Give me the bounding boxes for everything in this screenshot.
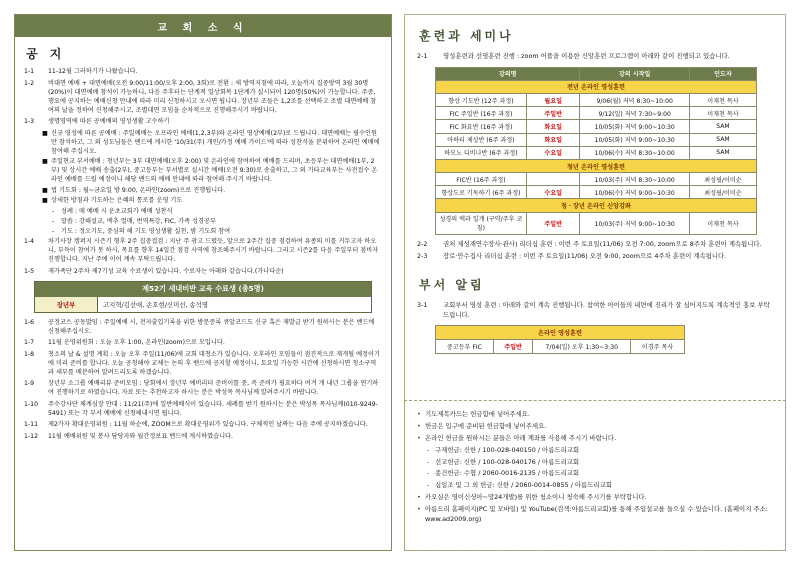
offering-notes-box (404, 400, 786, 551)
notice-section-title: 공 지 (26, 47, 66, 61)
notice-item (24, 68, 382, 77)
notice-text: 11월 운영위원회 : 오늘 오후 1:00, 온라인(zoom)으로 모입니다. (48, 339, 225, 347)
notice-text: 비대면 예배 + 대면예배(오전 9:00/11:00/오후 2:00, 3회)로 전환 : 새 방역지침에 따라, 오늘까지 집중방역 3월 30명(20%)이 대면예배 참석이 가능하니, 다음 주후터는 단계적 일상회복 1단계가 실시되어 120명(50%)이 가능합니다. 주중, 행요에 공지하는 예배신청 안내에 따라 미리 신청하시고 오시면 됩니다. 장년부 조들은 1,2조를 선택하고 조별 대면예배 참여의 날을 정하여 신청해주시고, 조별대면 모임을 순차적으로 진행해주시기 바랍니다. (48, 79, 377, 114)
department-schedule-table (435, 325, 685, 354)
training-number: 2-3 (417, 252, 428, 261)
table-row (436, 120, 757, 133)
course-name: 향상도로 기독하기 (6주 과정) (436, 186, 527, 199)
notice-number: 1-2 (24, 79, 35, 87)
training-intro-text: 영성훈련과 선영훈련 진행 : zoom 어플을 이용한 신앙훈련 프로그램이 아래와 같이 진행되고 있습니다. (443, 52, 730, 60)
notice-text: 11-12월 그러하기가 나왔습니다. (48, 68, 138, 75)
table-row (436, 212, 757, 234)
notice-item (24, 380, 382, 398)
notice-text: 주수강사단 체계심장 안대 : 11/21(주)에 일반예배식이 있습니다. 세례를 받기 원하시는 분은 박성목 목사님께(010-9249-5491) 또는 각 부서 예배에 신청해내시면 됩니다. (48, 400, 378, 417)
col-header-start: 강의 시작일 (580, 67, 689, 80)
table-season-row (436, 159, 757, 172)
col-header-course: 강의명 (436, 67, 580, 80)
course-leader: SAM (689, 120, 756, 133)
table-row (35, 297, 371, 312)
notice-number: 1-12 (24, 433, 39, 440)
note-subitem (427, 468, 773, 478)
course-start: 10/03(주) 저녁 8:30~10:00 (580, 173, 689, 186)
season-label-lecture: 청ㆍ장년 온라인 신앙강좌 (436, 199, 757, 212)
dash-icon: - (427, 469, 430, 478)
table-row (436, 133, 757, 146)
course-name: 하모노 디비나반 (6주 과정) (436, 146, 527, 159)
season-label-youth: 청년 온라인 영성훈련 (436, 159, 757, 172)
note-text: 아름드리 홈페이지(PC 및 모바일) 및 YouTube(검색:아름드리교회)를 통해 주일설교를 들으실 수 있습니다. (홈페이지 주소: www.ad2009.org) (425, 505, 768, 524)
table-row (436, 186, 757, 199)
table-header-row (436, 326, 685, 340)
note-text: 십일조 및 그 외 헌금: 신한 / 2060-0014-0855 / 아름드리교회 (435, 481, 612, 490)
notice-number: 1-5 (24, 267, 35, 275)
notice-number: 1-9 (24, 380, 35, 388)
notice-item (24, 421, 382, 430)
bullet-icon: • (417, 433, 421, 442)
square-bullet-icon: ■ (42, 129, 48, 137)
dash-bullet-icon: - (52, 227, 55, 235)
dept-course-day: 주일반 (493, 340, 533, 354)
note-subitem (427, 480, 773, 490)
notice-text: 공정코스 공동발임 : 주일예배 시, 전자출입기록을 위한 방문증록 큐알코드도 신규 혹은 재발급 받기 원하시는 분은 밴드에 신청해주십시오. (48, 318, 375, 335)
course-day: 월요일 (526, 93, 580, 106)
note-text: 종건헌금: 수협 / 2060-0016-2135 / 아름드리교회 (435, 469, 580, 478)
table-row (436, 107, 757, 120)
course-name: 아하티 제상반 (6주 과정) (436, 133, 527, 146)
training-item (417, 240, 773, 250)
course-start: 9/12(일) 저녁 7:30~9:00 (580, 107, 689, 120)
department-section-title: 부서 알림 (419, 278, 485, 293)
notice-number: 1-6 (24, 318, 35, 326)
square-bullet-icon: ■ (42, 186, 48, 194)
season-label-adult: 전년 온라인 영성훈련 (436, 80, 757, 93)
note-subitem (427, 457, 773, 467)
course-day: 주일반 (526, 212, 580, 234)
notice-item (24, 351, 382, 378)
notice-bullet (42, 158, 382, 185)
training-number: 2-2 (417, 239, 428, 248)
graduates-names: 고지혁/김선애, 손호현/신미선, 송석명 (98, 297, 371, 312)
note-item (417, 492, 773, 502)
course-name: FIC반 (16주 과정) (436, 173, 527, 186)
notice-text: 상세한 방침과 기도하는 은혜의 통로를 운영 기도 (51, 197, 183, 205)
note-item (417, 409, 773, 419)
dept-course-start: 7/04(일) 오후 1:30~3:30 (533, 340, 631, 354)
notice-number: 1-11 (24, 421, 39, 429)
notice-bullet (42, 130, 382, 157)
training-intro-number: 2-1 (417, 52, 428, 60)
course-day: 화요일 (526, 133, 580, 146)
course-name: FIC 화요반 (16주 과정) (436, 120, 527, 133)
notice-bullet (42, 197, 382, 206)
left-banner-title: 교 회 소 식 (15, 15, 391, 37)
course-day: 수요일 (526, 186, 580, 199)
course-leader: SAM (689, 133, 756, 146)
left-panel (14, 14, 392, 551)
note-text: 카오실은 영이신셩아~망24개발)를 위한 청소이니 청숙해 주시기를 부탁합니다. (425, 493, 647, 502)
notice-text: 성례 : 매 예배 시 운초교회가 예배 성찬식 (61, 207, 173, 215)
notice-number: 1-4 (24, 238, 35, 246)
course-start: 10/03(주) 저녁 9:00~10:30 (580, 212, 689, 234)
course-start: 10/06(수) 저녁 9:00~10:30 (580, 186, 689, 199)
note-subitem (427, 445, 773, 455)
department-text: 교회부서 영성 훈련 : 아래와 같이 계속 진행됩니다. 참여한 아이들의 내면에 진리가 잘 심어지도록 계속적인 홍보 부탁드립니다. (443, 301, 770, 319)
notice-text: 말씀 : 강해설교, 맥추 열매, 번역특강, FIC, 가족 성경공부 (61, 217, 216, 225)
dash-bullet-icon: - (52, 207, 55, 215)
square-bullet-icon: ■ (42, 197, 48, 205)
note-text: 온라인 헌금을 원하시는 분들은 아래 계좌를 사용해 주시기 바랍니다. (425, 433, 617, 442)
course-leader: SAM (689, 146, 756, 159)
dept-course-name: 중고등부 FIC (436, 340, 494, 354)
bullet-icon: • (417, 410, 421, 418)
department-number: 3-1 (417, 301, 428, 310)
course-start: 9/06(월) 저녁 8:30~10:00 (580, 93, 689, 106)
bullet-icon: • (417, 505, 421, 513)
dash-icon: - (427, 457, 430, 466)
notice-item (24, 433, 382, 442)
course-leader: 최성필/이미순 (689, 186, 756, 199)
dash-icon: - (427, 445, 430, 454)
course-name: 성경의 맥과 일개 (구약/주후 코칭) (436, 212, 527, 234)
course-day: 주일반 (526, 107, 580, 120)
notice-text: 11월 예배위원 및 봉사 담당자와 월간정보표 밴드에 게시하였습니다. (48, 433, 233, 440)
note-text: 선교헌금: 신한 / 100-028-040176 / 아름드리교회 (435, 457, 580, 466)
training-text: 장로·안수집사 리더십 훈련 : 이번 주 토요일(11/06) 오전 9:00, zoom으로 4주차 훈련이 계속됩니다. (443, 252, 727, 261)
note-item (417, 433, 773, 443)
note-text: 기도제목카드는 헌금함에 넣어주세요. (425, 410, 530, 418)
table-row (436, 146, 757, 159)
notice-number: 1-1 (24, 68, 35, 75)
notice-item (24, 80, 382, 116)
notice-item (24, 238, 382, 265)
notice-item (24, 401, 382, 419)
training-text: 권처 제성재연수장사·관사) 리더십 훈련 : 이번 주 토요일(11/06) 오전 7:00, zoom으로 8주차 훈련이 계속됩니다. (443, 239, 762, 248)
table-row (436, 173, 757, 186)
graduates-table (34, 281, 372, 313)
notice-subbullet (52, 218, 382, 227)
notice-text: 법 기도회 : 월~금요일 방 9:00, 온라인(zoom)으로 진행됩니다. (51, 186, 226, 194)
training-section-title: 훈련과 세미나 (419, 29, 514, 43)
graduates-group-label: 장년부 (35, 297, 98, 312)
notice-text: 신규 영성에 따른 공예배 : 주일예배는 오프라인 예배(1,2,3부)와 온라인 영상예배(2부)로 드립니다. 대면예배는 필수인원만 참석하고, 그 외 성도님들은 밴드에 게시한 '10/31(주) 개인/가정 예배 가이드'에 따라 성찬식을 분위하여 온라인 예배에 참여해 주십시오. (51, 129, 380, 155)
table-season-row (436, 199, 757, 212)
notice-item (24, 339, 382, 348)
training-schedule-table (435, 67, 757, 235)
left-body (15, 37, 391, 451)
notice-text: 장년부 소그룹 예배리뷰 준비모임 : 당회에서 장년부 예비리더 준비이를 중, 즉 준비가 필요하다 여겨 개 내년 그룹을 연기하여 진행하기로 하였습니다. 자료 또는 추천하고자 하시는 분은 박성목 목사님께 알려주시기 바랍니다. (48, 380, 379, 397)
notice-item (24, 319, 382, 337)
note-text: 헌금은 입구에 준비된 헌금함에 넣어주세요. (425, 421, 547, 430)
dash-bullet-icon: - (52, 217, 55, 225)
course-name: 향상 기도반 (12주 과정) (436, 93, 527, 106)
training-intro (417, 52, 773, 62)
course-leader: 최성필/이미순 (689, 173, 756, 186)
note-item (417, 504, 773, 525)
notice-text: 청소의 날 & 설명 계획 : 오늘 오후 주일(11/06)에 교회 대청소가 있습니다. 오후라인 모임들이 점진적으로 재개될 예정이기에 미리 준비를 합니다. 오늘 공청해야 교체는 논의 후 밴드에 공지할 예정이니, 토요일 가능한 시간에 신청하시면 청소구역과 세부를 배분하여 알려드리도록 하겠습니다. (48, 350, 380, 376)
notice-text: 차기사장 캠퍼지 시즌기 형후 2주 집중접검 : 지난 주 광고 드렸듯, 앞으로 2주간 집중 점검하여 유종의 미를 거두고자 하오니, 부득이 참여가 못 하시, 목요를 향후 14일간 점검 사역에 참조해주시기 바랍니다. 그리고 시즌2를 다음 주일부터 점비자 진행합니다. 지난 주에 이어 계속 부탁드립니다. (48, 238, 379, 264)
dash-icon: - (427, 481, 430, 490)
note-item (417, 421, 773, 431)
course-day: 화요일 (526, 120, 580, 133)
training-item (417, 252, 773, 262)
dept-course-leader: 이경주 목사 (631, 340, 685, 354)
table-row (436, 93, 757, 106)
notice-text: 생명영역에 따른 공예배의 영성생활 고수하기 (48, 118, 170, 126)
bullet-icon: • (417, 493, 421, 502)
square-bullet-icon: ■ (42, 158, 48, 166)
graduates-table-header: 제52기 새내비반 교육 수료생 (총5명) (35, 282, 371, 297)
notice-text: 기도 : 정오기도, 중심의 해 기도 영성생활 실천, 밤 기도회 참여 (61, 227, 231, 235)
notice-subbullet (52, 228, 382, 237)
table-header-row (436, 67, 757, 80)
notice-text: 주일현교 부서예배 : 청년부는 3부 대면예배(오후 2:00) 및 온라인에 참여하여 예배를 드리며, 초등부는 대면예배(1부, 2부) 및 상시간 예배 송출(2부), 중고등부는 부서별로 실시간 예배(오전 9:30)로 송출하고, 그 외 기타교육부는 사전접수 온라인 예배를 드릴 예정이니 해당 밴드의 예배 안내에 따라 참여해 주시기 바랍니다. (51, 158, 378, 184)
notice-text: 재가족단 2주차 제7기성 교육 수료생이 있습니다. 수료자는 아래와 같습니다.(가나다순) (48, 267, 284, 275)
course-name: FIC 주일반 (16주 과정) (436, 107, 527, 120)
notice-item (24, 268, 382, 277)
table-row (436, 340, 685, 354)
notice-number: 1-7 (24, 339, 35, 347)
course-start: 10/05(화) 저녁 9:00~10:30 (580, 120, 689, 133)
bullet-icon: • (417, 421, 421, 430)
notice-item (24, 118, 382, 127)
course-leader: 이재천 목사 (689, 212, 756, 234)
dept-table-header: 온라인 영성훈련 (436, 326, 685, 340)
course-day: 수요일 (526, 146, 580, 159)
course-start: 10/05(화) 저녁 9:00~10:30 (580, 133, 689, 146)
notice-number: 1-8 (24, 350, 35, 358)
col-header-leader: 인도자 (689, 67, 756, 80)
course-leader: 이재천 목사 (689, 107, 756, 120)
note-text: 구제헌금: 신한 / 100-028-040150 / 아름드리교회 (435, 445, 580, 454)
table-season-row (436, 80, 757, 93)
notice-text: 제2가자 확대운영위원 : 11월 하순에, ZOOM으로 확대운영위가 있습니다. 구체적인 날짜는 다음 주에 공지하겠습니다. (48, 421, 368, 429)
notice-subbullet (52, 208, 382, 217)
notice-bullet (42, 187, 382, 196)
department-item (417, 301, 773, 320)
notice-number: 1-10 (24, 400, 39, 408)
course-day (526, 173, 580, 186)
course-start: 10/06(수) 저녁 8:30~10:00 (580, 146, 689, 159)
course-leader: 이재천 목사 (689, 93, 756, 106)
notice-number: 1-3 (24, 118, 35, 126)
